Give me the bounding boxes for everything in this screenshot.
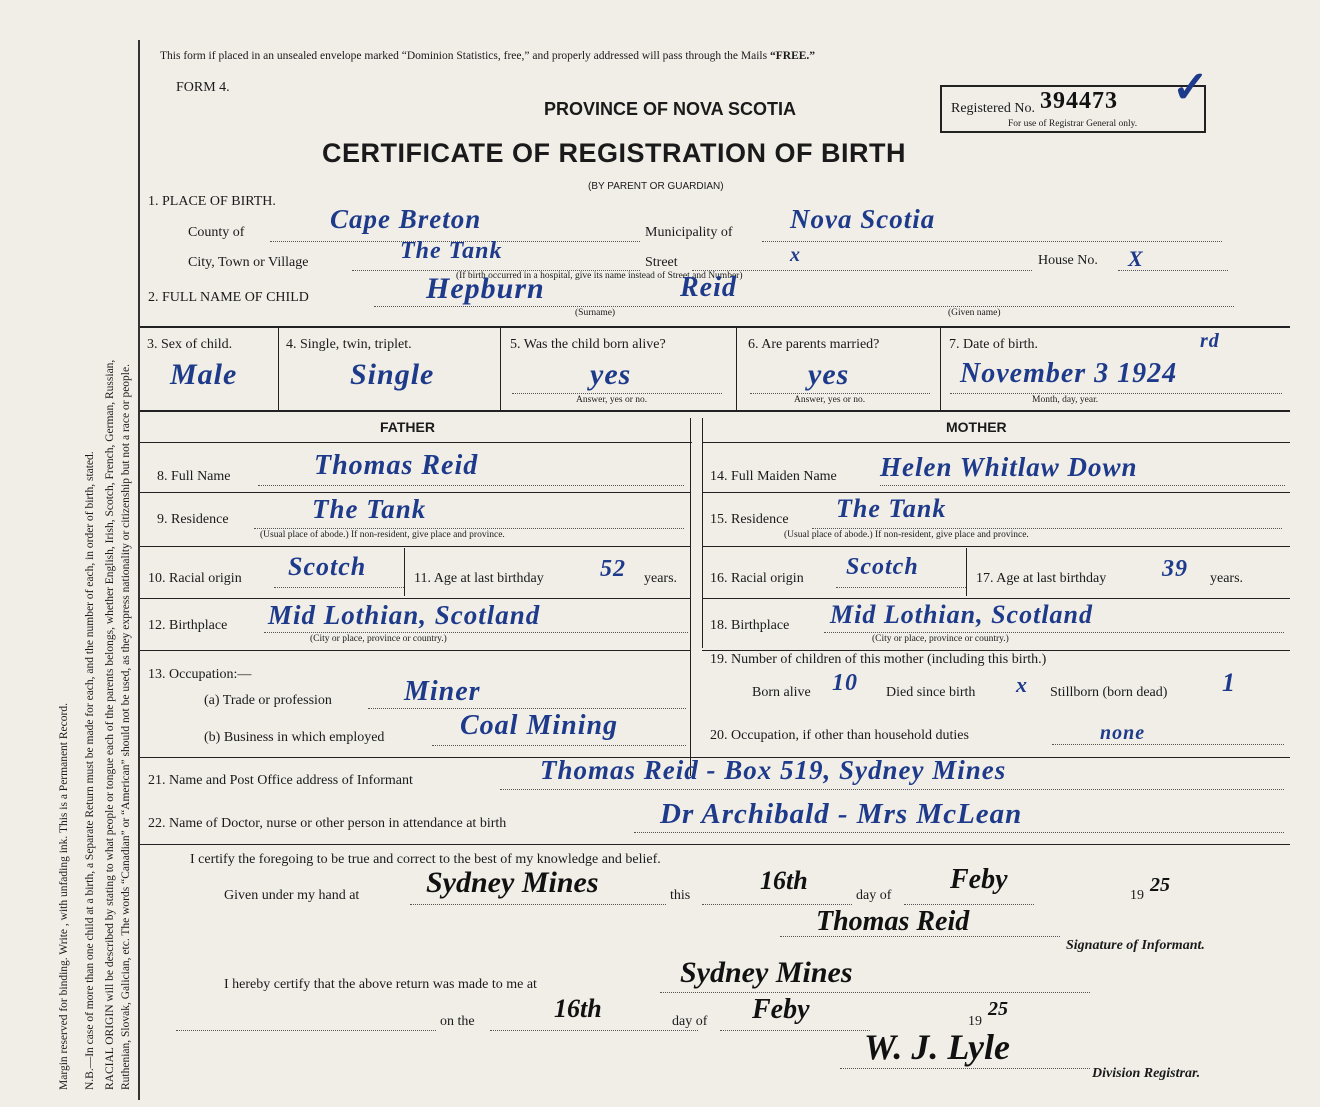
mother-occupation-label: 20. Occupation, if other than household duties bbox=[710, 728, 969, 743]
born-alive-count: 10 bbox=[832, 670, 858, 696]
father-occupation-label: 13. Occupation:— bbox=[148, 667, 252, 682]
margin-note-multiple-births: N.B.—In case of more than one child at a birth, a Separate Return must be made for each, and the number of each, in order of birth, stated. bbox=[84, 451, 96, 1090]
street-value: x bbox=[790, 244, 801, 266]
father-business: Coal Mining bbox=[460, 710, 619, 741]
parents-married-label: 6. Are parents married? bbox=[748, 337, 880, 352]
city-label: City, Town or Village bbox=[188, 255, 309, 270]
father-race: Scotch bbox=[288, 552, 367, 581]
given-year-prefix: 19 bbox=[1130, 888, 1144, 903]
child-surname: Hepburn bbox=[426, 272, 545, 305]
father-age-years: years. bbox=[644, 571, 678, 586]
informant-value: Thomas Reid - Box 519, Sydney Mines bbox=[540, 755, 1007, 785]
given-year: 25 bbox=[1150, 874, 1170, 896]
father-race-label: 10. Racial origin bbox=[148, 571, 242, 586]
child-name-label: 2. FULL NAME OF CHILD bbox=[148, 290, 309, 305]
sex-value: Male bbox=[170, 358, 238, 391]
street-label: Street bbox=[645, 255, 678, 270]
informant-signature-label: Signature of Informant. bbox=[1066, 938, 1205, 953]
given-day-of-label: day of bbox=[856, 888, 892, 903]
dob-note: Month, day, year. bbox=[1032, 395, 1099, 405]
certify-statement: I certify the foregoing to be true and correct to the best of my knowledge and belief. bbox=[190, 852, 661, 867]
given-day: 16th bbox=[760, 866, 808, 895]
form-label: FORM 4. bbox=[176, 80, 230, 95]
hospital-note: (If birth occurred in a hospital, give its name instead of Street and Number) bbox=[456, 271, 743, 281]
province-heading: PROVINCE OF NOVA SCOTIA bbox=[544, 99, 797, 119]
registered-number-box bbox=[940, 85, 1206, 133]
parents-married-note: Answer, yes or no. bbox=[794, 395, 866, 405]
father-residence-note: (Usual place of abode.) If non-resident, give place and province. bbox=[260, 530, 505, 540]
born-alive-label: Born alive bbox=[752, 685, 811, 700]
mother-occupation: none bbox=[1100, 722, 1146, 744]
father-trade: Miner bbox=[404, 676, 481, 707]
dob-label: 7. Date of birth. bbox=[949, 337, 1039, 352]
house-value: X bbox=[1128, 246, 1144, 271]
father-age: 52 bbox=[600, 556, 626, 582]
father-birthplace-note: (City or place, province or country.) bbox=[310, 634, 447, 644]
margin-note-nationality: Ruthenian, Slovak, Galician, etc. The words “Canadian” or “American” should not be used, as they express nationality or citizenship but not a race or people. bbox=[120, 364, 132, 1090]
registered-number: 394473 bbox=[1040, 88, 1118, 114]
certificate-subtitle: (BY PARENT OR GUARDIAN) bbox=[588, 181, 724, 192]
mother-heading: MOTHER bbox=[946, 419, 1007, 435]
registrar-month: Feby bbox=[752, 994, 810, 1025]
parents-married-answer: yes bbox=[808, 358, 850, 391]
mother-name-label: 14. Full Maiden Name bbox=[710, 469, 837, 484]
registered-note: For use of Registrar General only. bbox=[1008, 119, 1138, 129]
died-since-birth-label: Died since birth bbox=[886, 685, 976, 700]
registrar-signature: W. J. Lyle bbox=[864, 1027, 1010, 1067]
children-count-label: 19. Number of children of this mother (including this birth.) bbox=[710, 652, 1047, 667]
father-residence: The Tank bbox=[312, 494, 427, 524]
municipality-value: Nova Scotia bbox=[790, 204, 936, 234]
registrar-year: 25 bbox=[988, 998, 1008, 1020]
stillborn-label: Stillborn (born dead) bbox=[1050, 685, 1168, 700]
registrar-statement: I hereby certify that the above return was made to me at bbox=[224, 977, 537, 992]
this-label: this bbox=[670, 888, 691, 903]
mother-age-label: 17. Age at last birthday bbox=[976, 571, 1107, 586]
registrar-day: 16th bbox=[554, 994, 602, 1023]
born-alive-note: Answer, yes or no. bbox=[576, 395, 648, 405]
father-age-label: 11. Age at last birthday bbox=[414, 571, 544, 586]
doctor-value: Dr Archibald - Mrs McLean bbox=[660, 798, 1023, 830]
city-value: The Tank bbox=[400, 238, 503, 264]
postal-notice: This form if placed in an unsealed envelope marked “Dominion Statistics, free,” and properly addressed will pass through the Mails “FREE.” bbox=[160, 50, 816, 62]
county-label: County of bbox=[188, 225, 245, 240]
given-name-note: (Given name) bbox=[948, 308, 1001, 318]
mother-age: 39 bbox=[1162, 556, 1188, 582]
trade-label: (a) Trade or profession bbox=[204, 693, 332, 708]
father-birthplace-label: 12. Birthplace bbox=[148, 618, 228, 633]
dob-value: November 3 1924 bbox=[960, 358, 1178, 389]
stillborn-count: 1 bbox=[1222, 668, 1236, 697]
mother-residence-label: 15. Residence bbox=[710, 512, 789, 527]
mother-race: Scotch bbox=[846, 554, 919, 580]
registered-label: Registered No. bbox=[951, 101, 1035, 116]
county-value: Cape Breton bbox=[330, 204, 482, 234]
mother-birthplace-label: 18. Birthplace bbox=[710, 618, 790, 633]
plurality-value: Single bbox=[350, 358, 435, 391]
surname-note: (Surname) bbox=[575, 308, 616, 318]
mother-birthplace-note: (City or place, province or country.) bbox=[872, 634, 1009, 644]
mother-maiden-name: Helen Whitlaw Down bbox=[880, 452, 1138, 482]
given-under-label: Given under my hand at bbox=[224, 888, 360, 903]
born-alive-question-label: 5. Was the child born alive? bbox=[510, 337, 666, 352]
sex-label: 3. Sex of child. bbox=[147, 337, 233, 352]
born-alive-answer: yes bbox=[590, 358, 632, 391]
plurality-label: 4. Single, twin, triplet. bbox=[286, 337, 412, 352]
registrar-day-of-label: day of bbox=[672, 1014, 708, 1029]
given-month: Feby bbox=[950, 864, 1008, 895]
mother-race-label: 16. Racial origin bbox=[710, 571, 804, 586]
place-of-birth-heading: 1. PLACE OF BIRTH. bbox=[148, 194, 276, 209]
certificate-title: CERTIFICATE OF REGISTRATION OF BIRTH bbox=[322, 138, 906, 168]
house-label: House No. bbox=[1038, 253, 1098, 268]
margin-note-racial-origin: RACIAL ORIGIN will be described by stating to what people or tongue each of the parents belongs, whether English, Irish, Scotch, French, German, Russian, bbox=[104, 359, 116, 1090]
mother-residence-note: (Usual place of abode.) If non-resident, give place and province. bbox=[784, 530, 1029, 540]
father-name-label: 8. Full Name bbox=[157, 469, 231, 484]
business-label: (b) Business in which employed bbox=[204, 730, 385, 745]
municipality-label: Municipality of bbox=[645, 225, 733, 240]
margin-rule bbox=[138, 40, 140, 1100]
mother-birthplace: Mid Lothian, Scotland bbox=[830, 600, 1093, 629]
mother-residence: The Tank bbox=[836, 494, 947, 523]
check-mark-icon: ✓ bbox=[1172, 63, 1209, 112]
given-place: Sydney Mines bbox=[426, 866, 599, 899]
informant-label: 21. Name and Post Office address of Informant bbox=[148, 773, 413, 788]
father-heading: FATHER bbox=[380, 419, 435, 435]
registrar-year-prefix: 19 bbox=[968, 1014, 982, 1029]
dob-suffix: rd bbox=[1200, 330, 1220, 352]
informant-signature: Thomas Reid bbox=[816, 906, 970, 937]
father-birthplace: Mid Lothian, Scotland bbox=[268, 600, 541, 630]
registrar-place: Sydney Mines bbox=[680, 956, 853, 989]
died-since-birth-count: x bbox=[1016, 672, 1028, 697]
father-residence-label: 9. Residence bbox=[157, 512, 229, 527]
doctor-label: 22. Name of Doctor, nurse or other person in attendance at birth bbox=[148, 816, 507, 831]
registrar-on-label: on the bbox=[440, 1014, 475, 1029]
child-given-name: Reid bbox=[680, 272, 737, 303]
mother-age-years: years. bbox=[1210, 571, 1244, 586]
margin-note-binding: Margin reserved for binding. Write , with unfading ink. This is a Permanent Record. bbox=[58, 703, 70, 1090]
father-name: Thomas Reid bbox=[314, 450, 479, 481]
division-registrar-label: Division Registrar. bbox=[1092, 1066, 1201, 1081]
